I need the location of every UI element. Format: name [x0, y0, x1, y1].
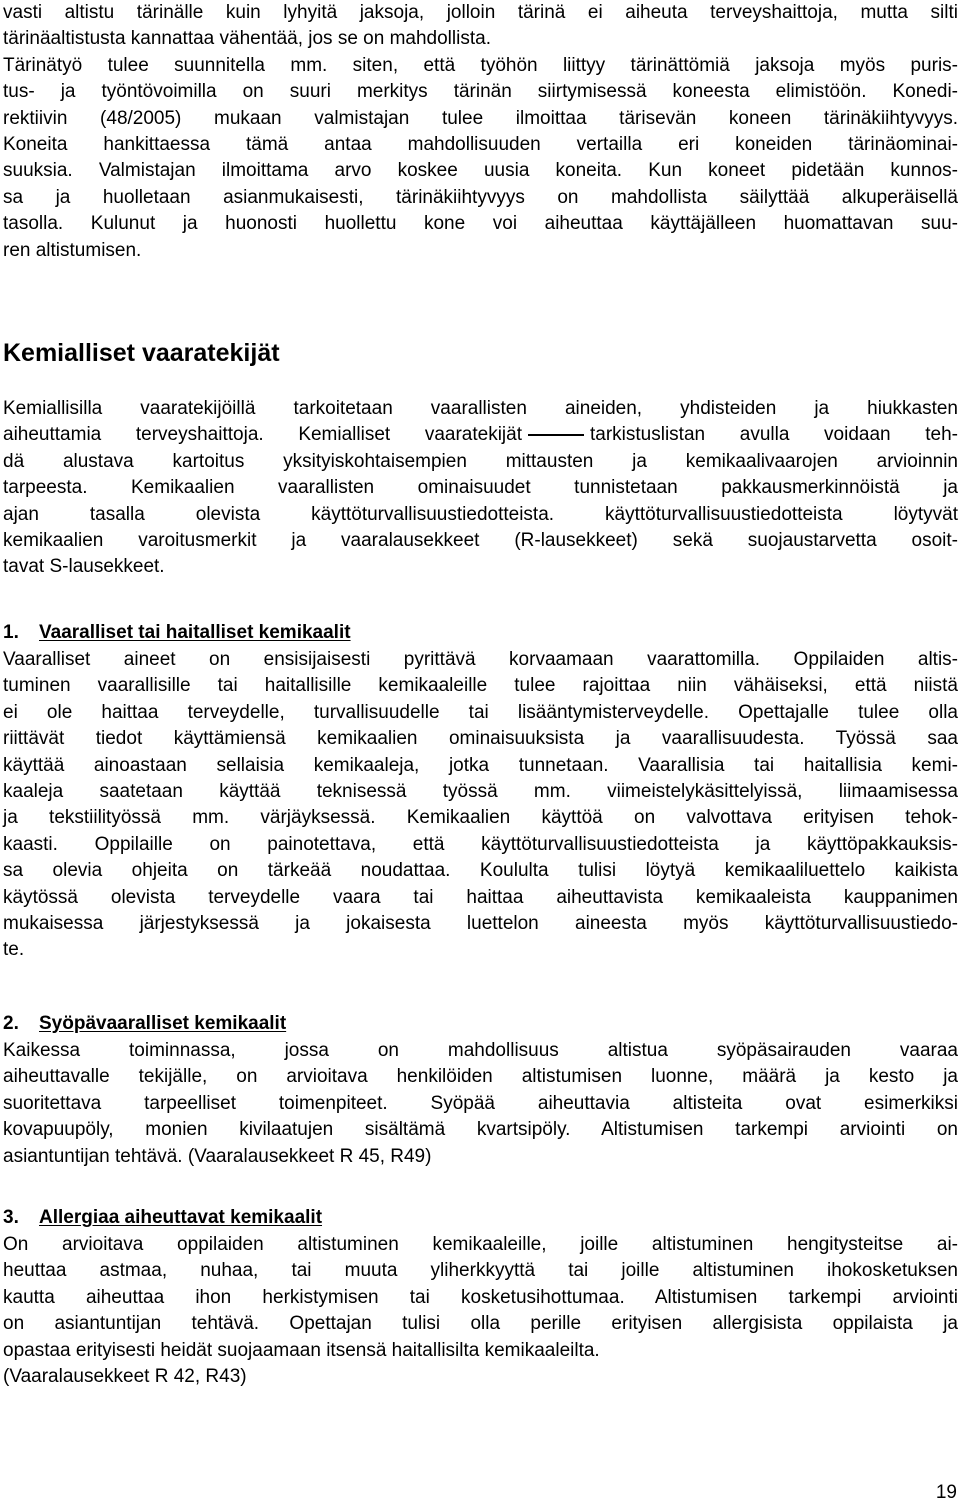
paragraph-line: asiantuntijan tehtävä. (Vaaralausekkeet R 45, R49)	[3, 1145, 432, 1167]
paragraph-line: ei ole haittaa terveydelle, turvallisuudelle tai lisääntymisterveydelle. Opettajalle tulee olla	[3, 701, 958, 723]
paragraph-line: kovapuupöly, monien kivilaatujen sisältämä kvartsipöly. Altistumisen tarkempi arviointi on	[3, 1119, 958, 1141]
paragraph-line: käyttää ainoastaan sellaisia kemikaaleja, jotka tunnetaan. Vaarallisia tai haitallisia kemi-	[3, 754, 958, 776]
chemicals-paragraph	[3, 396, 958, 581]
intro-paragraph	[3, 0, 958, 264]
paragraph-line: heuttaa astmaa, nuhaa, tai muuta yliherkkyyttä tai joille altistuminen ihokosketuksen	[3, 1260, 958, 1282]
chemicals-line-part: aiheuttamia terveyshaittoja. Kemialliset vaaratekijät	[3, 424, 522, 446]
chemicals-line	[3, 422, 958, 448]
section-heading: Kemialliset vaaratekijät	[3, 339, 280, 367]
intro-line: rektiivin (48/2005) mukaan valmistajan tulee ilmoittaa tärisevän koneen tärinäkiihtyvyys.	[3, 107, 958, 129]
subsection-number: 3.	[3, 1207, 19, 1228]
paragraph-line: Vaaralliset aineet on ensisijaisesti pyrittävä korvaamaan vaarattomilla. Oppilaiden altis-	[3, 649, 958, 670]
subsection-heading-2	[3, 1011, 286, 1037]
chemicals-line: ajan tasalla olevista käyttöturvallisuustiedotteista. käyttöturvallisuustiedotteista löytyvät	[3, 503, 958, 525]
paragraph-line: Kaikessa toiminnassa, jossa on mahdollisuus altistua syöpäsairauden vaaraa	[3, 1040, 958, 1061]
intro-line: sa ja huolletaan asianmukaisesti, tärinäkiihtyvyys on mahdollista säilyttää alkuperäisellä	[3, 186, 958, 208]
intro-line: tus- ja työntövoimilla on suuri merkitys tärinän siirtymisessä koneesta elimistöön. Konedi-	[3, 81, 958, 103]
subsection-2-paragraph	[3, 1038, 958, 1170]
paragraph-line: suoritettava tarpeelliset toimenpiteet. Syöpää aiheuttavia altisteita ovat esimerkiksi	[3, 1092, 958, 1114]
subsection-title: Syöpävaaralliset kemikaalit	[39, 1013, 287, 1034]
chemicals-line: dä alustava kartoitus yksityiskohtaisempien mittausten ja kemikaalivaarojen arvioinnin	[3, 450, 958, 472]
paragraph-line: kaasti. Oppilaille on painotettava, että käyttöturvallisuustiedotteista ja käyttöpakkauksis-	[3, 833, 958, 855]
subsection-title: Allergiaa aiheuttavat kemikaalit	[39, 1207, 323, 1228]
chemicals-line: Kemiallisilla vaaratekijöillä tarkoitetaan vaarallisten aineiden, yhdisteiden ja hiukkasten	[3, 398, 958, 419]
intro-line: ren altistumisen.	[3, 239, 142, 261]
paragraph-line: te.	[3, 939, 25, 961]
chemicals-line: kemikaalien varoitusmerkit ja vaaralausekkeet (R-lausekkeet) sekä suojaustarvetta osoit-	[3, 530, 958, 552]
subsection-number: 2.	[3, 1013, 19, 1034]
intro-line: tärinäaltistusta kannattaa vähentää, jos se on mahdollista.	[3, 28, 491, 50]
paragraph-line: (Vaaralausekkeet R 42, R43)	[3, 1366, 247, 1388]
subsection-heading-3	[3, 1205, 322, 1231]
paragraph-line: mukaisessa järjestyksessä ja jokaisesta luettelon aineesta myös käyttöturvallisuustiedo-	[3, 913, 958, 935]
subsection-3-paragraph	[3, 1232, 958, 1390]
paragraph-line: On arvioitava oppilaiden altistuminen kemikaaleille, joille altistuminen hengitysteitse ai-	[3, 1234, 958, 1255]
paragraph-line: käytössä olevista terveydelle vaara tai haittaa aiheuttavista kemikaaleista kauppanimen	[3, 886, 958, 908]
intro-line: Koneita hankittaessa tämä antaa mahdollisuuden vertailla eri koneiden tärinäominai-	[3, 134, 958, 156]
paragraph-line: aiheuttavalle tekijälle, on arvioitava henkilöiden altistumisen luonne, määrä ja kesto ja	[3, 1066, 958, 1088]
intro-line: vasti altistu tärinälle kuin lyhyitä jaksoja, jolloin tärinä ei aiheuta terveyshaittoja, mutta silti	[3, 2, 958, 23]
subsection-title: Vaaralliset tai haitalliset kemikaalit	[39, 622, 351, 643]
paragraph-line: riittävät tiedot käyttämiensä kemikaalien ominaisuuksista ja vaarallisuudesta. Työssä saa	[3, 728, 958, 750]
subsection-1-paragraph	[3, 647, 958, 964]
page-number: 19	[935, 1482, 957, 1503]
chemicals-line: tavat S-lausekkeet.	[3, 556, 165, 578]
paragraph-line: sa olevia ohjeita on tärkeää noudattaa. Koululta tulisi löytyä kemikaaliluettelo kaikista	[3, 860, 958, 882]
paragraph-line: kaaleja saatetaan käyttää teknisessä työssä mm. viimeistelykäsittelyissä, liimaamisessa	[3, 781, 958, 803]
paragraph-line: opastaa erityisesti heidät suojaamaan itsensä haitallisilta kemikaaleilta.	[3, 1339, 600, 1361]
chemicals-line-part: tarkistuslistan avulla voidaan teh-	[590, 424, 958, 446]
subsection-heading-1	[3, 620, 351, 646]
chemicals-line: tarpeesta. Kemikaalien vaarallisten ominaisuudet tunnistetaan pakkausmerkinnöistä ja	[3, 477, 958, 499]
intro-line: suuksia. Valmistajan ilmoittama arvo koskee uusia koneita. Kun koneet pidetään kunnos-	[3, 160, 958, 182]
subsection-number: 1.	[3, 622, 19, 643]
intro-line: Tärinätyö tulee suunnitella mm. siten, että työhön liittyy tärinättömiä jaksoja myös puris-	[3, 54, 958, 76]
paragraph-line: kautta aiheuttaa ihon herkistymisen tai kosketusihottumaa. Altistumisen tarkempi arviointi	[3, 1286, 958, 1308]
paragraph-line: on asiantuntijan tehtävä. Opettajan tulisi olla perille erityisen allergisista oppilaista ja	[3, 1313, 958, 1335]
em-dash	[528, 434, 584, 436]
paragraph-line: tuminen vaarallisille tai haitallisille kemikaaleille tulee rajoittaa niin vähäiseksi, että niistä	[3, 675, 958, 697]
paragraph-line: ja tekstiilityössä mm. värjäyksessä. Kemikaalien käyttöä on valvottava erityisen tehok-	[3, 807, 958, 829]
intro-line: tasolla. Kulunut ja huonosti huollettu kone voi aiheuttaa käyttäjälleen huomattavan suu-	[3, 213, 958, 235]
